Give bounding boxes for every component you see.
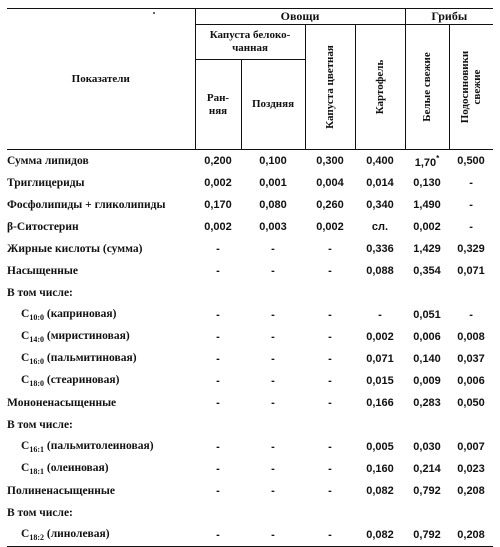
row-label: Сумма липидов [7, 155, 89, 167]
row-label: В том числе: [7, 287, 73, 299]
table-row [7, 260, 493, 282]
value-cell: - [216, 309, 220, 321]
value-cell: 0,500 [457, 155, 485, 167]
value-cell: 0,329 [457, 243, 485, 255]
value-cell: - [328, 463, 332, 475]
value-cell: 0,003 [259, 221, 287, 233]
table-row [7, 304, 493, 326]
row-label: $С_{18:1}$ (олеиновая) [21, 462, 109, 476]
value-cell [355, 414, 405, 436]
value-cell: 0,004 [316, 177, 344, 189]
value-cell [405, 502, 449, 524]
value-cell: - [271, 265, 275, 277]
value-cell: 1,429 [413, 243, 441, 255]
lipid-table [7, 8, 493, 547]
value-cell: 0,160 [366, 463, 394, 475]
value-cell: 0,300 [316, 155, 344, 167]
header-porcini: Белые свежие [405, 25, 449, 150]
value-cell: 0,007 [457, 441, 485, 453]
value-cell [241, 502, 305, 524]
value-cell: 0,166 [366, 397, 394, 409]
value-cell [449, 414, 493, 436]
row-label: $С_{18:0}$ (стеариновая) [21, 374, 120, 388]
value-cell [405, 282, 449, 304]
table-row [7, 172, 493, 194]
row-label: В том числе: [7, 507, 73, 519]
value-cell: - [216, 463, 220, 475]
value-cell: 0,006 [413, 331, 441, 343]
header-cauliflower: Капуста цветная [305, 25, 355, 150]
table-row [7, 458, 493, 480]
row-label: $С_{16:1}$ (пальмитолеиновая) [21, 440, 154, 454]
value-cell: 0,340 [366, 199, 394, 211]
header-mushrooms: Грибы [405, 9, 493, 25]
row-label: $С_{16:0}$ (пальмитиновая) [21, 352, 137, 366]
row-label: $С_{14:0}$ (миристиновая) [21, 330, 130, 344]
value-cell: - [328, 309, 332, 321]
value-cell: 0,051 [413, 309, 441, 321]
value-cell: 0,002 [204, 221, 232, 233]
table-row [7, 150, 493, 173]
value-cell: 1,490 [413, 199, 441, 211]
value-cell: - [216, 397, 220, 409]
row-label: Насыщенные [7, 265, 78, 277]
value-cell: 0,071 [366, 353, 394, 365]
value-cell: 0,009 [413, 375, 441, 387]
value-cell [305, 502, 355, 524]
table-row [7, 392, 493, 414]
value-cell: 0,214 [413, 463, 441, 475]
table-body [7, 150, 493, 547]
value-cell: - [305, 524, 355, 547]
value-cell [449, 502, 493, 524]
row-label: Триглицериды [7, 177, 85, 189]
row-label: Мононенасыщенные [7, 397, 117, 409]
value-cell: 0,005 [366, 441, 394, 453]
value-cell: 0,001 [259, 177, 287, 189]
value-cell: 0,006 [457, 375, 485, 387]
row-label: $С_{10:0}$ (каприновая) [21, 308, 117, 322]
value-cell: 0,080 [259, 199, 287, 211]
value-cell [405, 414, 449, 436]
value-cell: 0,071 [457, 265, 485, 277]
value-cell [305, 414, 355, 436]
table-row [7, 326, 493, 348]
value-cell: 0,208 [449, 524, 493, 547]
value-cell: 0,140 [413, 353, 441, 365]
value-cell: - [328, 441, 332, 453]
table-row [7, 502, 493, 524]
value-cell: - [216, 485, 220, 497]
row-label: Жирные кислоты (сумма) [7, 243, 143, 255]
table-row [7, 414, 493, 436]
value-cell: 0,002 [413, 221, 441, 233]
value-cell: 0,002 [204, 177, 232, 189]
value-cell: 0,792 [413, 485, 441, 497]
value-cell: - [328, 353, 332, 365]
value-cell: 0,170 [204, 199, 232, 211]
value-cell: - [469, 309, 473, 321]
row-label: β-Ситостерин [7, 221, 79, 233]
table-row [7, 194, 493, 216]
value-cell: - [195, 524, 241, 547]
value-cell: - [328, 331, 332, 343]
value-cell: - [328, 375, 332, 387]
table-row [7, 238, 493, 260]
value-cell: - [216, 265, 220, 277]
value-cell [195, 414, 241, 436]
table-row [7, 436, 493, 458]
table-row [7, 370, 493, 392]
value-cell: 0,260 [316, 199, 344, 211]
footnote-mark: * [436, 153, 440, 163]
table-row [7, 524, 493, 547]
row-label: В том числе: [7, 419, 73, 431]
value-cell: - [469, 177, 473, 189]
value-cell [355, 502, 405, 524]
table-row [7, 348, 493, 370]
value-cell: 0,082 [355, 524, 405, 547]
value-cell: 0,082 [366, 485, 394, 497]
value-cell: - [216, 441, 220, 453]
value-cell: - [271, 375, 275, 387]
table-row [7, 216, 493, 238]
value-cell: - [271, 331, 275, 343]
value-cell: 0,088 [366, 265, 394, 277]
table-row [7, 282, 493, 304]
value-cell: 0,354 [413, 265, 441, 277]
value-cell: 0,792 [405, 524, 449, 547]
value-cell: - [271, 441, 275, 453]
value-cell [241, 414, 305, 436]
value-cell: - [271, 353, 275, 365]
value-cell: - [241, 524, 305, 547]
value-cell [449, 282, 493, 304]
value-cell: 0,050 [457, 397, 485, 409]
value-cell: 0,400 [366, 155, 394, 167]
row-label: $С_{18:2}$ (линолевая) [7, 524, 195, 547]
value-cell: 0,336 [366, 243, 394, 255]
row-label: Полиненасыщенные [7, 485, 115, 497]
value-cell: - [469, 199, 473, 211]
value-cell: - [328, 397, 332, 409]
value-cell: 0,002 [366, 331, 394, 343]
value-cell: 0,037 [457, 353, 485, 365]
value-cell: - [216, 375, 220, 387]
header-early: Ран- няя [195, 60, 241, 150]
value-cell: сл. [371, 221, 389, 233]
value-cell: - [271, 485, 275, 497]
header-indicators: Показатели [7, 9, 195, 150]
value-cell: - [378, 309, 382, 321]
value-cell: - [271, 397, 275, 409]
value-cell [305, 282, 355, 304]
value-cell [195, 282, 241, 304]
value-cell: 1,70* [414, 153, 440, 169]
value-cell: 0,023 [457, 463, 485, 475]
value-cell: - [216, 331, 220, 343]
value-cell [195, 502, 241, 524]
value-cell: - [328, 485, 332, 497]
value-cell: - [271, 463, 275, 475]
value-cell: 0,002 [316, 221, 344, 233]
value-cell: - [216, 353, 220, 365]
header-potato: Картофель [355, 25, 405, 150]
value-cell: 0,208 [457, 485, 485, 497]
header-vegetables: Овощи [195, 9, 405, 25]
header-birch-bolete: Подосиновики свежие [449, 25, 493, 150]
value-cell: - [328, 265, 332, 277]
row-label: Фосфолипиды + гликолипиды [7, 199, 166, 211]
header-white-cabbage: Капуста белоко- чанная [195, 25, 305, 60]
value-cell [241, 282, 305, 304]
value-cell: 0,014 [366, 177, 394, 189]
value-cell: - [469, 221, 473, 233]
value-cell: 0,130 [413, 177, 441, 189]
value-cell: - [271, 243, 275, 255]
document-page [7, 8, 493, 542]
value-cell: 0,030 [413, 441, 441, 453]
value-cell: - [328, 243, 332, 255]
table-row [7, 480, 493, 502]
value-cell: 0,200 [204, 155, 232, 167]
value-cell: 0,008 [457, 331, 485, 343]
value-cell: 0,015 [366, 375, 394, 387]
value-cell: 0,283 [413, 397, 441, 409]
value-cell [355, 282, 405, 304]
value-cell: - [271, 309, 275, 321]
value-cell: 0,100 [259, 155, 287, 167]
header-late: Поздняя [241, 60, 305, 150]
value-cell: - [216, 243, 220, 255]
